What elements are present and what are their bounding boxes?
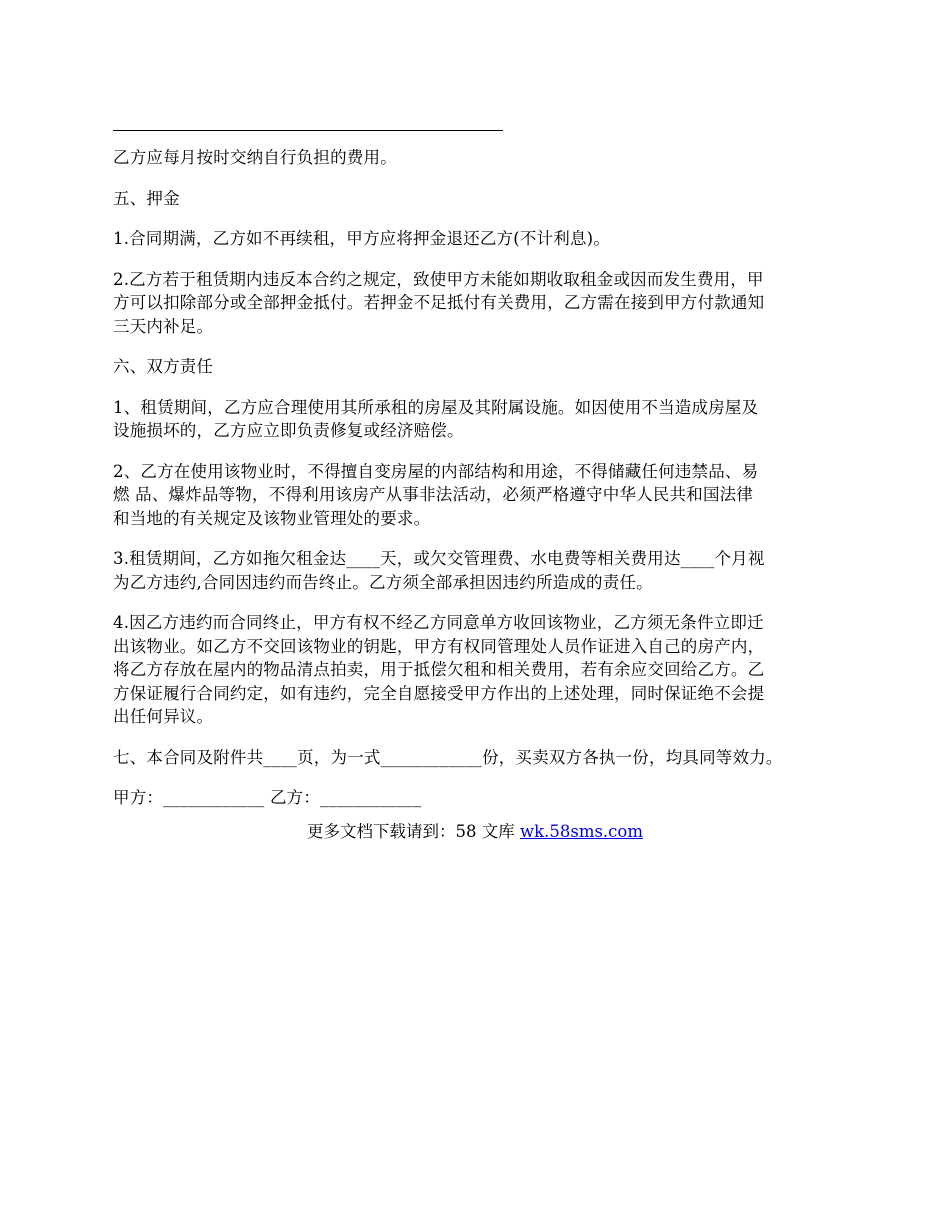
paragraph-line: 三天内补足。: [113, 316, 214, 336]
paragraph-line: 出任何异议。: [113, 707, 214, 726]
paragraph-line: 2.乙方若于租赁期内违反本合约之规定，致使甲方未能如期收取租金或因而发生费用，甲: [113, 269, 764, 289]
paragraph-line: 4.因乙方违约而合同终止，甲方有权不经乙方同意单方收回该物业，乙方须无条件立即迁: [113, 613, 764, 632]
paragraph: [113, 268, 853, 339]
paragraph-line: 1、租赁期间，乙方应合理使用其所承租的房屋及其附属设施。如因使用不当造成房屋及: [113, 397, 759, 417]
paragraph-list: [113, 146, 853, 810]
paragraph-line: 七、本合同及附件共____页，为一式____________份，买卖双方各执一份，均具同等效力。: [113, 747, 783, 767]
paragraph: [113, 547, 853, 594]
paragraph: [113, 460, 853, 531]
paragraph-line: 甲方：____________ 乙方：____________: [113, 788, 422, 807]
paragraph-line: 和当地的有关规定及该物业管理处的要求。: [113, 508, 431, 528]
footer-prefix: 更多文档下载请到：58 文库: [306, 822, 520, 841]
top-rule: [113, 130, 503, 131]
paragraph-line: 六、双方责任: [113, 357, 214, 376]
paragraph: [113, 611, 853, 729]
paragraph-line: 方保证履行合同约定，如有违约，完全自愿接受甲方作出的上述处理，同时保证绝不会提: [113, 683, 765, 703]
paragraph-line: 2、乙方在使用该物业时，不得擅自变房屋的内部结构和用途，不得储藏任何违禁品、易: [113, 461, 759, 481]
paragraph-line: 为乙方违约,合同因违约而告终止。乙方须全部承担因违约所造成的责任。: [113, 572, 653, 592]
paragraph-line: 1.合同期满，乙方如不再续租，甲方应将押金退还乙方(不计利息)。: [113, 229, 611, 248]
paragraph-line: 方可以扣除部分或全部押金抵付。若押金不足抵付有关费用，乙方需在接到甲方付款通知: [113, 293, 765, 312]
footer-link[interactable]: wk.58sms.com: [519, 822, 643, 841]
paragraph: [113, 227, 853, 251]
paragraph-line: 出该物业。如乙方不交回该物业的钥匙，甲方有权同管理处人员作证进入自己的房产内，: [113, 636, 765, 656]
paragraph: [113, 355, 853, 379]
document-body: [113, 110, 853, 827]
paragraph: [113, 746, 853, 770]
paragraph: [113, 396, 853, 443]
paragraph-line: 3.租赁期间，乙方如拖欠租金达____天，或欠交管理费、水电费等相关费用达____个月视: [113, 549, 765, 568]
paragraph-line: 设施损坏的，乙方应立即负责修复或经济赔偿。: [113, 421, 464, 440]
footer: [0, 820, 950, 844]
paragraph-line: 乙方应每月按时交纳自行负担的费用。: [113, 148, 397, 167]
paragraph-line: 将乙方存放在屋内的物品清点拍卖，用于抵偿欠租和相关费用，若有余应交回给乙方。乙: [113, 660, 765, 679]
paragraph: [113, 146, 853, 170]
paragraph: [113, 187, 853, 211]
paragraph-line: 五、押金: [113, 188, 180, 208]
paragraph-line: 燃 品、爆炸品等物，不得利用该房产从事非法活动，必须严格遵守中华人民共和国法律: [113, 485, 754, 504]
paragraph: [113, 786, 853, 810]
